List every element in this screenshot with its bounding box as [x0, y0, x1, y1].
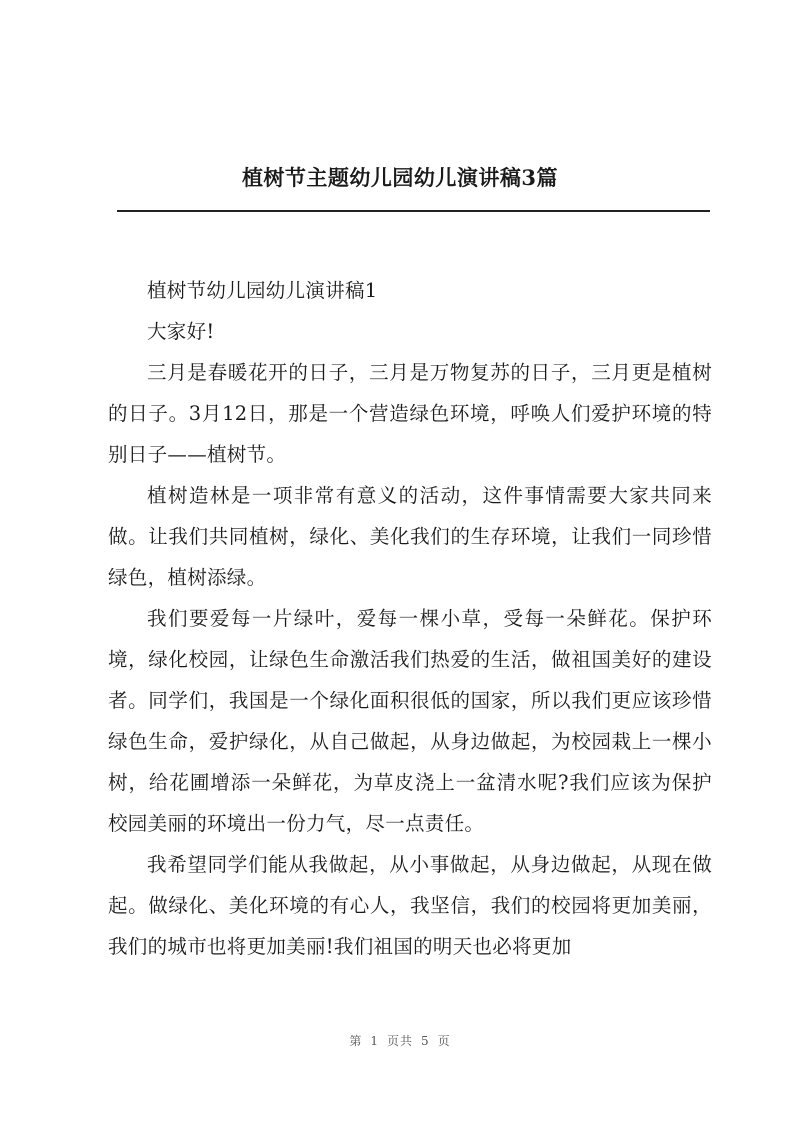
- title-divider: [117, 210, 710, 212]
- body-paragraph: 我们要爱每一片绿叶，爱每一棵小草，受每一朵鲜花。保护环境，绿化校园，让绿色生命激活我们热爱的生活，做祖国美好的建设者。同学们，我国是一个绿化面积很低的国家，所以我们更应该珍惜绿色生命，爱护绿化，从自己做起，从身边做起，为校园栽上一棵小树，给花圃增添一朵鲜花，为草皮浇上一盆清水呢?我们应该为保护校园美丽的环境出一份力气，尽一点责任。: [108, 607, 712, 835]
- document-title: 植树节主题幼儿园幼儿演讲稿3篇: [241, 165, 559, 190]
- footer-total-pages: 5: [421, 1034, 430, 1048]
- page-footer: [0, 1032, 800, 1049]
- footer-page-label: 第: [349, 1034, 363, 1048]
- body-paragraph: 植树造林是一项非常有意义的活动，这件事情需要大家共同来做。让我们共同植树，绿化、美化我们的生存环境，让我们一同珍惜绿色，植树添绿。: [108, 484, 712, 589]
- document-body: [108, 270, 712, 967]
- body-paragraph: 三月是春暖花开的日子，三月是万物复苏的日子，三月更是植树的日子。3月12日，那是一个营造绿色环境，呼唤人们爱护环境的特别日子——植树节。: [108, 361, 712, 466]
- footer-pages-label: 页: [437, 1034, 451, 1048]
- body-paragraph: 我希望同学们能从我做起，从小事做起，从身边做起，从现在做起。做绿化、美化环境的有心人，我坚信，我们的校园将更加美丽，我们的城市也将更加美丽!我们祖国的明天也必将更加: [108, 853, 712, 958]
- footer-of-label: 页共: [386, 1034, 413, 1048]
- greeting: 大家好!: [147, 320, 215, 343]
- footer-current-page: 1: [370, 1034, 379, 1048]
- section-heading: 植树节幼儿园幼儿演讲稿1: [147, 279, 378, 302]
